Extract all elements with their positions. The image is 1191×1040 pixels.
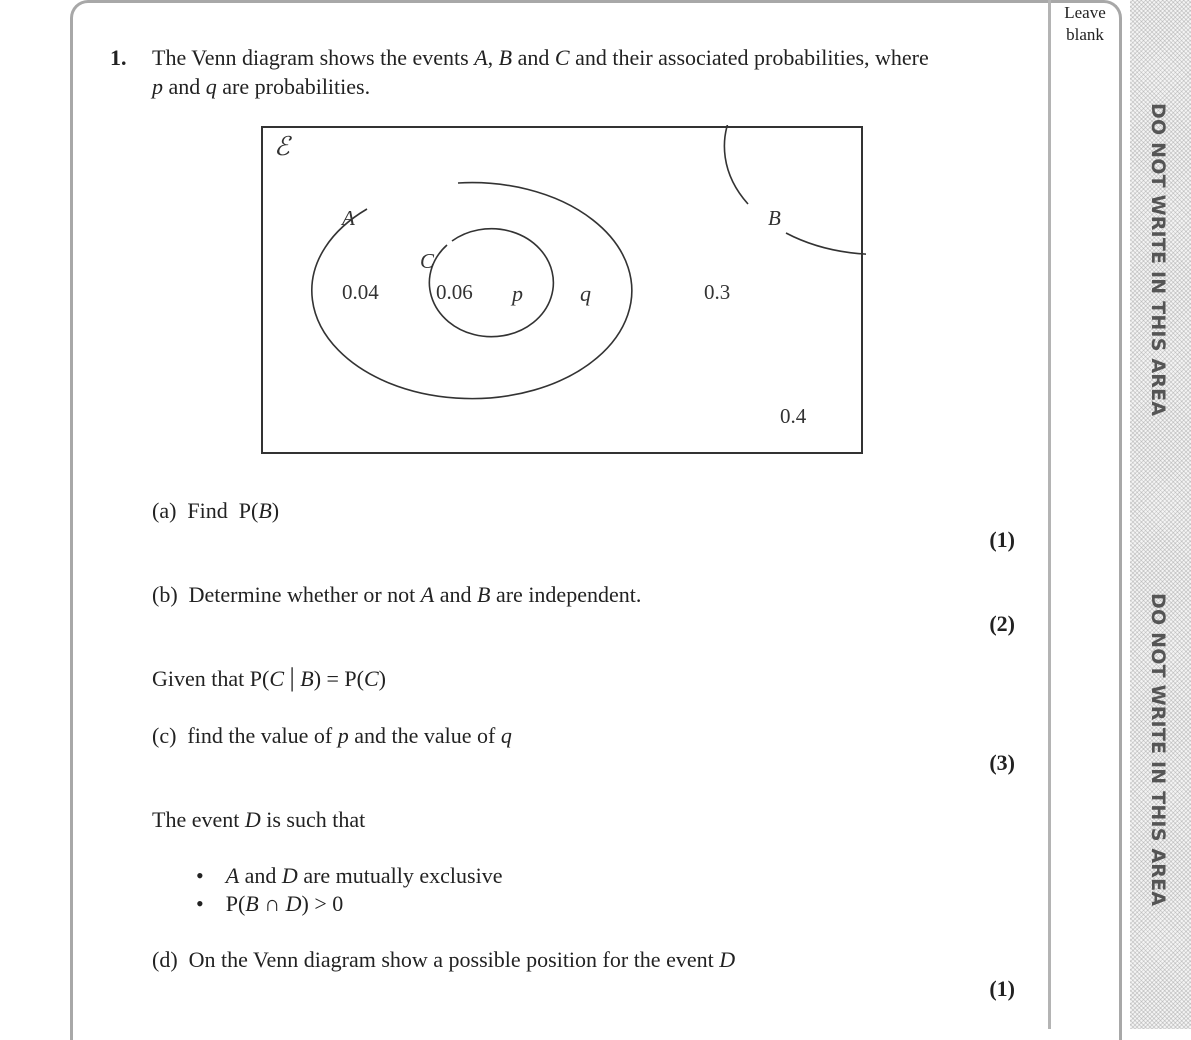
leave-blank-line-1: Leave: [1064, 3, 1106, 22]
value-b-only: 0.3: [704, 280, 731, 304]
part-d-marks: (1): [989, 976, 1015, 1001]
part-c-marks: (3): [989, 750, 1015, 775]
venn-diagram: [260, 125, 866, 457]
warning-bottom: [1136, 590, 1180, 910]
question-intro-line-2: p and q are probabilities.: [152, 74, 371, 99]
value-outside: 0.4: [780, 404, 807, 428]
value-c-and-b: p: [512, 281, 523, 306]
bullet-2: • P(B ∩ D) > 0: [196, 891, 344, 916]
warning-top-text: DO NOT WRITE IN THIS AREA: [1147, 103, 1169, 417]
value-c-only: 0.06: [436, 280, 473, 304]
part-b-label: (b): [152, 582, 178, 607]
question-intro-line-1: The Venn diagram shows the events A, B and C and their associated probabilities, where: [152, 45, 929, 70]
event-d-intro: The event D is such that: [152, 807, 366, 832]
warning-top: [1136, 100, 1180, 420]
label-B: B: [768, 206, 781, 230]
part-a: (a) Find P(B): [152, 498, 280, 523]
question-number: 1.: [110, 45, 127, 70]
leave-blank-label: [1054, 2, 1116, 46]
part-b-marks: (2): [989, 611, 1015, 636]
label-A: A: [342, 206, 355, 230]
value-a-only: 0.04: [342, 280, 379, 304]
part-d: (d) On the Venn diagram show a possible position for the event D: [152, 947, 736, 972]
ellipse-B: [724, 125, 866, 254]
part-d-label: (d): [152, 947, 178, 972]
margin-divider: [1048, 0, 1051, 1029]
part-a-marks: (1): [989, 527, 1015, 552]
label-C: C: [420, 249, 435, 273]
given-statement: Given that P(C | B) = P(C): [152, 663, 386, 692]
bullet-1: • A and D are mutually exclusive: [196, 863, 503, 888]
value-a-and-b: q: [580, 281, 591, 306]
part-a-label: (a): [152, 498, 177, 523]
leave-blank-line-2: blank: [1066, 25, 1104, 44]
warning-bottom-text: DO NOT WRITE IN THIS AREA: [1147, 593, 1169, 907]
part-c-label: (c): [152, 723, 177, 748]
universal-set-symbol: ℰ: [274, 132, 290, 161]
part-b: (b) Determine whether or not A and B are independent.: [152, 582, 642, 607]
part-c: (c) find the value of p and the value of q: [152, 723, 512, 748]
